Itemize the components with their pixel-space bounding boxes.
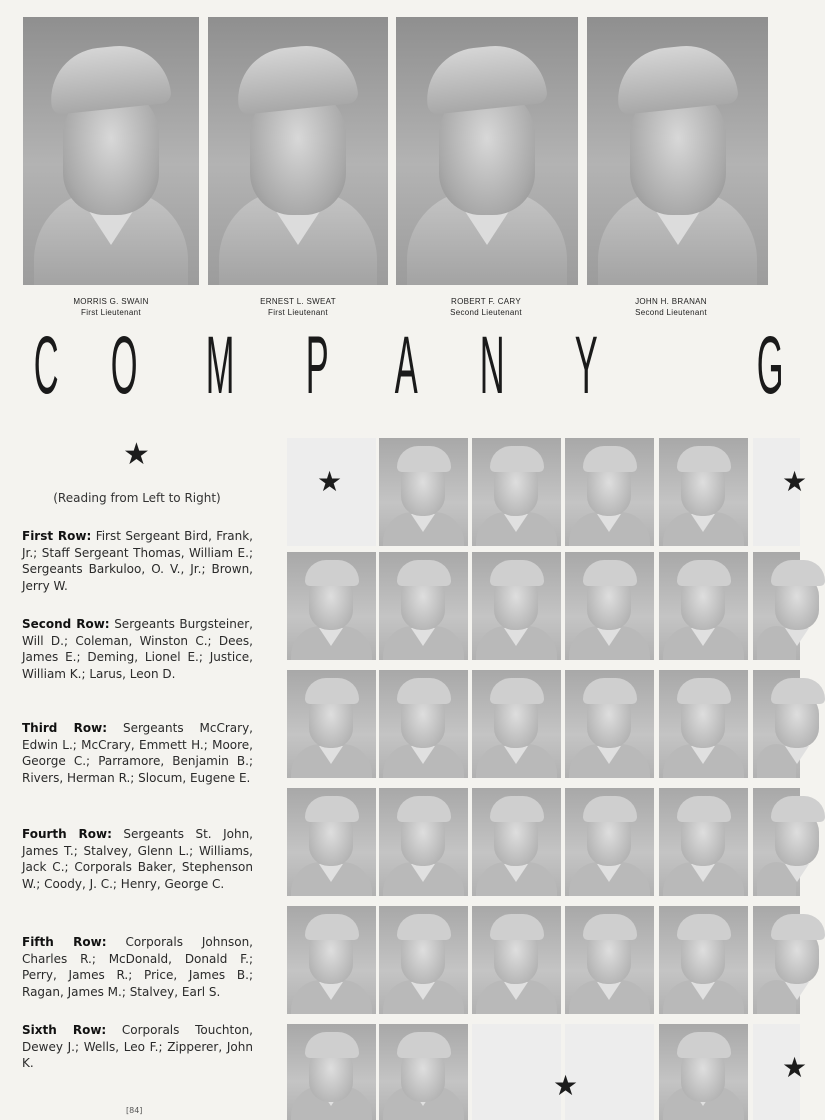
roster-second-row <box>22 616 253 682</box>
soldier-photo <box>287 1024 376 1120</box>
empty-cell <box>472 1024 561 1120</box>
row-label: Fourth Row: <box>22 827 112 841</box>
row-names: Corporals Touchton, Dewey J.; Wells, Leo F.; Zipperer, John K. <box>22 1023 253 1071</box>
star-icon: ★ <box>317 465 343 498</box>
banner-letter-c: C <box>33 320 59 411</box>
officer-name: ERNEST L. SWEAT <box>260 297 336 306</box>
soldier-photo <box>472 670 561 778</box>
page-number: [84] <box>126 1106 143 1115</box>
roster-third-row <box>22 720 253 786</box>
soldier-photo <box>659 906 748 1014</box>
banner-letter-n: N <box>479 320 505 411</box>
soldier-photo <box>287 906 376 1014</box>
officer-rank: First Lieutenant <box>268 308 328 317</box>
officer-caption-branan <box>580 296 762 318</box>
row-names: Corporals Johnson, Charles R.; McDonald, Donald F.; Perry, James R.; Price, James B.; Ragan, James M.; Stalvey, Earl S. <box>22 935 253 999</box>
soldier-photo <box>753 670 800 778</box>
officer-portrait-sweat <box>208 17 388 285</box>
row-names: Sergeants St. John, James T.; Stalvey, Glenn L.; Williams, Jack C.; Corporals Baker, Stephenson W.; Coody, J. C.; Henry, George C. <box>22 827 253 891</box>
soldier-photo <box>565 788 654 896</box>
officer-rank: Second Lieutenant <box>450 308 522 317</box>
soldier-photo <box>659 1024 748 1120</box>
officer-name: MORRIS G. SWAIN <box>73 297 149 306</box>
officer-portrait-cary <box>396 17 578 285</box>
soldier-photo <box>565 438 654 546</box>
soldier-photo <box>659 788 748 896</box>
soldier-photo <box>565 906 654 1014</box>
officer-portrait-branan <box>587 17 768 285</box>
officer-rank: First Lieutenant <box>81 308 141 317</box>
star-icon: ★ <box>782 465 808 498</box>
soldier-photo <box>379 788 468 896</box>
soldier-photo <box>472 906 561 1014</box>
officer-caption-swain <box>20 296 202 318</box>
officer-caption-cary <box>395 296 577 318</box>
roster-fifth-row <box>22 934 253 1000</box>
soldier-photo <box>379 670 468 778</box>
soldier-photo <box>659 438 748 546</box>
soldier-photo <box>659 552 748 660</box>
banner-letter-y: Y <box>574 320 598 411</box>
roster-first-row <box>22 528 253 594</box>
soldier-photo <box>287 670 376 778</box>
officer-portrait-swain <box>23 17 199 285</box>
officer-rank: Second Lieutenant <box>635 308 707 317</box>
row-names: Sergeants McCrary, Edwin L.; McCrary, Emmett H.; Moore, George C.; Parramore, Benjamin B.; Rivers, Herman R.; Slocum, Eugene E. <box>22 721 253 785</box>
row-label: First Row: <box>22 529 92 543</box>
banner-letter-o: O <box>110 320 138 411</box>
soldier-photo <box>472 552 561 660</box>
soldier-photo <box>472 788 561 896</box>
soldier-photo <box>472 438 561 546</box>
star-icon: ★ <box>782 1051 808 1084</box>
officer-name: ROBERT F. CARY <box>451 297 521 306</box>
star-icon: ★ <box>123 437 150 472</box>
banner-letter-a: A <box>394 320 418 411</box>
soldier-photo <box>379 906 468 1014</box>
banner-letter-m: M <box>205 320 235 411</box>
soldier-photo <box>379 1024 468 1120</box>
row-names: First Sergeant Bird, Frank, Jr.; Staff Sergeant Thomas, William E.; Sergeants Barkuloo, O. V., Jr.; Brown, Jerry W. <box>22 529 253 593</box>
row-label: Sixth Row: <box>22 1023 107 1037</box>
banner-letter-g: G <box>756 320 784 411</box>
roster-sixth-row <box>22 1022 253 1072</box>
soldier-photo <box>659 670 748 778</box>
soldier-photo <box>379 438 468 546</box>
star-cell <box>565 1024 654 1120</box>
row-names: Sergeants Burgsteiner, Will D.; Coleman, Winston C.; Dees, James E.; Deming, Lionel E.; Justice, William K.; Larus, Leon D. <box>22 617 253 681</box>
soldier-photo <box>753 906 800 1014</box>
officer-caption-sweat <box>207 296 389 318</box>
star-icon: ★ <box>553 1069 579 1102</box>
soldier-photo <box>287 788 376 896</box>
banner-letter-p: P <box>305 320 329 411</box>
soldier-photo <box>379 552 468 660</box>
roster-reading-note: (Reading from Left to Right) <box>53 491 221 505</box>
row-label: Second Row: <box>22 617 110 631</box>
row-label: Fifth Row: <box>22 935 107 949</box>
soldier-photo <box>287 552 376 660</box>
row-label: Third Row: <box>22 721 108 735</box>
soldier-photo <box>753 788 800 896</box>
officer-name: JOHN H. BRANAN <box>635 297 707 306</box>
soldier-photo <box>565 552 654 660</box>
roster-fourth-row <box>22 826 253 892</box>
soldier-photo <box>753 552 800 660</box>
soldier-photo <box>565 670 654 778</box>
